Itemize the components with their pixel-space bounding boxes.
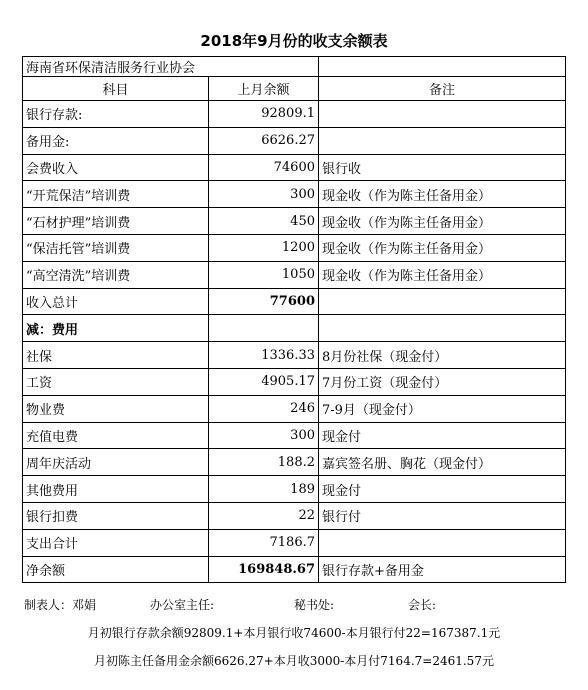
- amount-cell: 1200: [209, 234, 319, 261]
- page-title: 2018年9月份的收支余额表: [200, 32, 388, 50]
- remark-cell: 7月份工资（现金付）: [319, 368, 566, 395]
- table-row: [23, 449, 566, 476]
- subject-cell: 银行扣费: [23, 502, 209, 529]
- expense-total-row: [23, 529, 566, 556]
- secretary-signature: 秘书处:: [294, 598, 335, 612]
- table-row: [23, 368, 566, 395]
- header-prev-balance: 上月余额: [209, 77, 319, 101]
- net-balance-amount: 169848.67: [209, 556, 319, 583]
- amount-cell: 4905.17: [209, 368, 319, 395]
- remark-cell: [319, 315, 566, 342]
- remark-cell: 银行收: [319, 154, 566, 181]
- empty-cell: [319, 57, 566, 77]
- remark-cell: 嘉宾签名册、胸花（现金付）: [319, 449, 566, 476]
- table-row: [23, 101, 566, 128]
- table-row: [23, 476, 566, 503]
- subject-cell: 物业费: [23, 395, 209, 422]
- amount-cell: 246: [209, 395, 319, 422]
- table-row: [23, 181, 566, 208]
- table-row: [23, 154, 566, 181]
- expense-section-label: 减：费用: [23, 315, 209, 342]
- subject-cell: “开荒保洁”培训费: [23, 181, 209, 208]
- remark-cell: 现金付: [319, 476, 566, 503]
- preparer-signature: 制表人：邓娟: [24, 598, 97, 612]
- organization-row: [23, 57, 566, 77]
- amount-cell: 1336.33: [209, 342, 319, 369]
- table-row: [23, 234, 566, 261]
- subject-cell: 工资: [23, 368, 209, 395]
- subject-cell: 周年庆活动: [23, 449, 209, 476]
- subject-cell: “保洁托管”培训费: [23, 234, 209, 261]
- header-subject: 科目: [23, 77, 209, 101]
- expense-section-row: [23, 315, 566, 342]
- expense-total-amount: 7186.7: [209, 529, 319, 556]
- amount-cell: 92809.1: [209, 101, 319, 128]
- table-row: [23, 395, 566, 422]
- amount-cell: 6626.27: [209, 127, 319, 154]
- amount-cell: 1050: [209, 261, 319, 288]
- subject-cell: 支出合计: [23, 529, 209, 556]
- amount-cell: 74600: [209, 154, 319, 181]
- remark-cell: [319, 101, 566, 128]
- table-row: [23, 127, 566, 154]
- income-total-row: [23, 288, 566, 315]
- remark-cell: 现金付: [319, 422, 566, 449]
- petty-cash-note: 月初陈主任备用金余额6626.27+本月收3000-本月付7164.7=2461.57元: [94, 654, 494, 668]
- amount-cell: 189: [209, 476, 319, 503]
- president-signature: 会长:: [408, 598, 437, 612]
- remark-cell: 8月份社保（现金付）: [319, 342, 566, 369]
- amount-cell: 300: [209, 422, 319, 449]
- amount-cell: 450: [209, 208, 319, 235]
- table-row: [23, 422, 566, 449]
- office-director-signature: 办公室主任:: [150, 598, 215, 612]
- subject-cell: “高空清洗”培训费: [23, 261, 209, 288]
- subject-cell: 收入总计: [23, 288, 209, 315]
- table-row: [23, 261, 566, 288]
- amount-cell: 300: [209, 181, 319, 208]
- subject-cell: 会费收入: [23, 154, 209, 181]
- net-balance-row: [23, 556, 566, 583]
- subject-cell: 净余额: [23, 556, 209, 583]
- bank-balance-note: 月初银行存款余额92809.1+本月银行收74600-本月银行付22=167387.1元: [87, 626, 501, 640]
- subject-cell: 社保: [23, 342, 209, 369]
- header-row: [23, 77, 566, 101]
- table-row: [23, 502, 566, 529]
- subject-cell: 充值电费: [23, 422, 209, 449]
- header-remarks: 备注: [319, 77, 566, 101]
- subject-cell: 备用金:: [23, 127, 209, 154]
- remark-cell: [319, 288, 566, 315]
- remark-cell: 现金收（作为陈主任备用金）: [319, 208, 566, 235]
- balance-table: [22, 56, 566, 583]
- remark-cell: 现金收（作为陈主任备用金）: [319, 234, 566, 261]
- remark-cell: 银行付: [319, 502, 566, 529]
- remark-cell: 银行存款+备用金: [319, 556, 566, 583]
- income-total-amount: 77600: [209, 288, 319, 315]
- remark-cell: [319, 529, 566, 556]
- remark-cell: 现金收（作为陈主任备用金）: [319, 181, 566, 208]
- organization-name: 海南省环保清洁服务行业协会: [23, 57, 319, 77]
- table-row: [23, 208, 566, 235]
- remark-cell: 7-9月（现金付）: [319, 395, 566, 422]
- amount-cell: 188.2: [209, 449, 319, 476]
- amount-cell: 22: [209, 502, 319, 529]
- remark-cell: 现金收（作为陈主任备用金）: [319, 261, 566, 288]
- subject-cell: 其他费用: [23, 476, 209, 503]
- table-row: [23, 342, 566, 369]
- remark-cell: [319, 127, 566, 154]
- subject-cell: “石材护理”培训费: [23, 208, 209, 235]
- subject-cell: 银行存款:: [23, 101, 209, 128]
- amount-cell: [209, 315, 319, 342]
